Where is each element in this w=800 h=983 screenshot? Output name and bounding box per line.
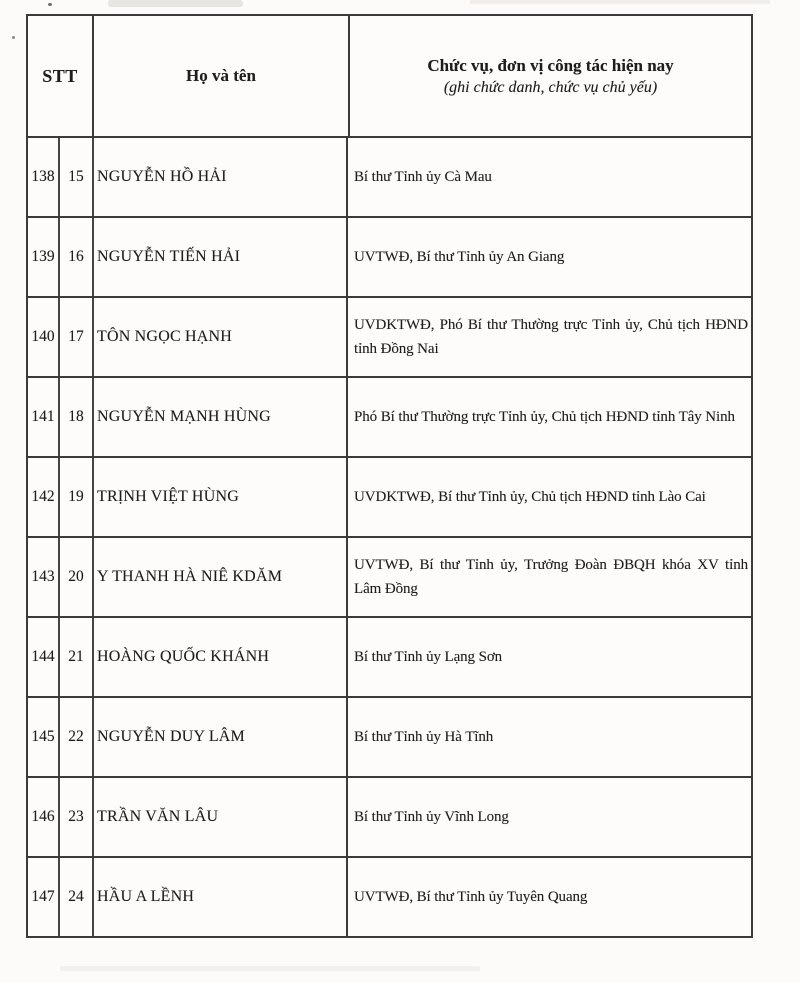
position-text: Bí thư Tỉnh ủy Lạng Sơn: [354, 648, 503, 665]
name-header-label: Họ và tên: [186, 66, 256, 85]
cell-global-number: 139: [28, 218, 60, 296]
position-header-label: Chức vụ, đơn vị công tác hiện nay: [427, 55, 674, 75]
cell-name: NGUYỄN MẠNH HÙNG: [94, 378, 348, 456]
table-row: [28, 216, 751, 296]
position-header-sublabel: (ghi chức danh, chức vụ chủ yếu): [443, 78, 658, 96]
cell-name: HẦU A LỀNH: [94, 858, 348, 936]
cell-global-number: 147: [28, 858, 60, 936]
position-text: UVDKTWĐ, Bí thư Tỉnh ủy, Chủ tịch HĐND tỉnh Lào Cai: [354, 488, 706, 505]
cell-group-number: 19: [60, 458, 94, 536]
cell-position: [348, 458, 751, 536]
cell-group-number: 16: [60, 218, 94, 296]
table-row: [28, 376, 751, 456]
cell-name: TRẦN VĂN LÂU: [94, 778, 348, 856]
header-row: [28, 16, 751, 136]
cell-position: [348, 378, 751, 456]
cell-global-number: 144: [28, 618, 60, 696]
cell-position: [348, 858, 751, 936]
cell-global-number: 138: [28, 138, 60, 216]
stt-header-label: STT: [42, 65, 78, 86]
header-cell-position: [350, 16, 751, 136]
position-text: Bí thư Tỉnh ủy Cà Mau: [354, 168, 492, 185]
table-row: [28, 616, 751, 696]
header-cell-stt: [28, 16, 94, 136]
cell-group-number: 21: [60, 618, 94, 696]
position-text: Bí thư Tỉnh ủy Hà Tĩnh: [354, 728, 494, 745]
scan-smudge: [470, 0, 770, 4]
cell-global-number: 142: [28, 458, 60, 536]
table-row: [28, 856, 751, 936]
cell-name: TRỊNH VIỆT HÙNG: [94, 458, 348, 536]
scan-speck: [12, 36, 15, 39]
cell-position: [348, 218, 751, 296]
table-row: [28, 536, 751, 616]
position-text: Bí thư Tỉnh ủy Vĩnh Long: [354, 808, 509, 825]
cell-position: [348, 298, 751, 376]
table-row: [28, 296, 751, 376]
cell-global-number: 140: [28, 298, 60, 376]
scan-smudge: [60, 966, 480, 971]
cell-name: NGUYỄN DUY LÂM: [94, 698, 348, 776]
position-text: UVTWĐ, Bí thư Tỉnh ủy An Giang: [354, 248, 565, 265]
position-text: UVTWĐ, Bí thư Tỉnh ủy Tuyên Quang: [354, 888, 588, 905]
position-text: Phó Bí thư Thường trực Tỉnh ủy, Chủ tịch HĐND tỉnh Tây Ninh: [354, 408, 735, 425]
cell-group-number: 15: [60, 138, 94, 216]
cell-global-number: 141: [28, 378, 60, 456]
cell-position: [348, 778, 751, 856]
position-text: UVTWĐ, Bí thư Tỉnh ủy, Trưởng Đoàn ĐBQH khóa XV tỉnh Lâm Đồng: [354, 556, 748, 597]
cell-group-number: 17: [60, 298, 94, 376]
position-text: UVDKTWĐ, Phó Bí thư Thường trực Tỉnh ủy, Chủ tịch HĐND tỉnh Đồng Nai: [354, 316, 748, 357]
header-cell-name: [94, 16, 350, 136]
cell-name: Y THANH HÀ NIÊ KDĂM: [94, 538, 348, 616]
scan-smudge: [108, 0, 243, 7]
cell-position: [348, 698, 751, 776]
table-row: [28, 456, 751, 536]
cell-position: [348, 538, 751, 616]
cell-position: [348, 138, 751, 216]
table-row: [28, 136, 751, 216]
table-row: [28, 776, 751, 856]
cell-group-number: 24: [60, 858, 94, 936]
cell-position: [348, 618, 751, 696]
cell-name: HOÀNG QUỐC KHÁNH: [94, 618, 348, 696]
cell-name: TÔN NGỌC HẠNH: [94, 298, 348, 376]
cell-global-number: 143: [28, 538, 60, 616]
cell-group-number: 18: [60, 378, 94, 456]
cell-group-number: 23: [60, 778, 94, 856]
cell-group-number: 22: [60, 698, 94, 776]
cell-global-number: 146: [28, 778, 60, 856]
cell-global-number: 145: [28, 698, 60, 776]
scan-speck: [48, 3, 52, 6]
table-row: [28, 696, 751, 776]
cell-name: NGUYỄN TIẾN HẢI: [94, 218, 348, 296]
cell-group-number: 20: [60, 538, 94, 616]
roster-table: [26, 14, 753, 938]
cell-name: NGUYỄN HỒ HẢI: [94, 138, 348, 216]
